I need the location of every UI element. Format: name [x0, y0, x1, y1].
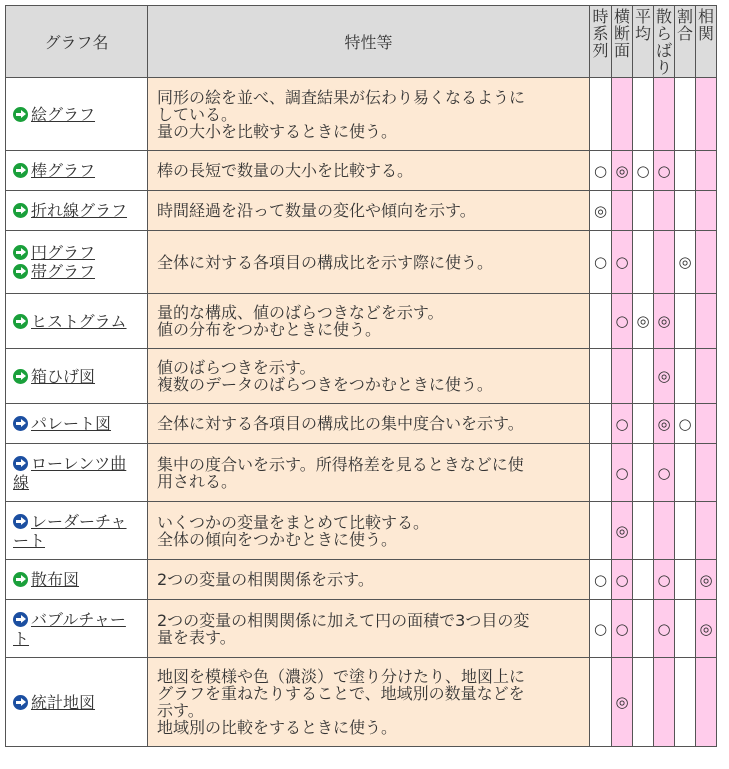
description-line: 量の大小を比較するときに使う。 — [157, 121, 398, 141]
mark-cell-time-series — [590, 502, 612, 560]
arrow-circle-right-icon — [13, 572, 28, 587]
mark-cell-correlation — [696, 191, 717, 231]
graph-link[interactable]: バブルチャー — [31, 609, 126, 629]
graph-name-cell-e-graph — [6, 78, 148, 151]
mark-cell-ratio — [675, 294, 696, 349]
graph-name-cell-pareto — [6, 404, 148, 444]
mark-cell-ratio — [675, 560, 696, 600]
mark-cell-cross-section: ○ — [612, 294, 633, 349]
arrow-circle-right-icon — [13, 203, 28, 218]
graph-name-cell-box-plot — [6, 349, 148, 404]
table-row — [6, 560, 717, 600]
arrow-circle-right-icon — [13, 456, 28, 471]
graph-link[interactable]: ート — [13, 530, 46, 550]
graph-link[interactable]: 絵グラフ — [31, 104, 96, 124]
graph-name-cell-pie-band-graph — [6, 231, 148, 294]
graph-comparison-table — [5, 5, 717, 747]
description-line: 2つの変量の相関関係に加えて円の面積で3つ目の変 — [157, 610, 530, 630]
mark-cell-ratio — [675, 658, 696, 747]
description-line: 地図を模様や色（濃淡）で塗り分けたり、地図上に — [157, 667, 526, 686]
arrow-circle-right-icon — [13, 416, 28, 431]
description-line: 量的な構成、値のばらつきなどを示す。 — [157, 303, 444, 322]
mark-cell-time-series — [590, 349, 612, 404]
mark-cell-dispersion: ◎ — [654, 404, 675, 444]
header-col-correlation: 相関 — [696, 6, 717, 78]
mark-cell-dispersion: ○ — [654, 560, 675, 600]
arrow-circle-right-icon — [13, 264, 28, 279]
header-col-time-series: 時系列 — [590, 6, 612, 78]
mark-cell-cross-section: ◎ — [612, 502, 633, 560]
graph-link[interactable]: ローレンツ曲 — [31, 453, 127, 473]
description-cell — [148, 404, 590, 444]
description-cell — [148, 444, 590, 502]
mark-cell-correlation — [696, 294, 717, 349]
graph-link[interactable]: 棒グラフ — [31, 161, 96, 180]
header-col-average: 平均 — [633, 6, 654, 78]
arrow-circle-right-icon — [13, 314, 28, 329]
graph-link[interactable]: ヒストグラム — [31, 311, 127, 331]
mark-cell-time-series — [590, 658, 612, 747]
graph-link[interactable]: 折れ線グラフ — [31, 201, 128, 220]
mark-cell-ratio — [675, 78, 696, 151]
graph-name-cell-lorenz-curve — [6, 444, 148, 502]
graph-link[interactable]: 散布図 — [31, 570, 80, 589]
mark-cell-ratio: ○ — [675, 404, 696, 444]
graph-link[interactable]: 統計地図 — [31, 692, 96, 712]
mark-cell-dispersion — [654, 231, 675, 294]
description-cell — [148, 560, 590, 600]
description-line: 同形の絵を並べ、調査結果が伝わり易くなるように — [157, 87, 526, 107]
mark-cell-time-series: ○ — [590, 231, 612, 294]
description-line: 値のばらつきを示す。 — [157, 358, 316, 377]
mark-cell-time-series — [590, 444, 612, 502]
mark-cell-average — [633, 78, 654, 151]
mark-cell-average — [633, 231, 654, 294]
table-row — [6, 600, 717, 658]
mark-cell-ratio — [675, 349, 696, 404]
description-line: グラフを重ねたりすることで、地域別の数量などを — [157, 684, 525, 703]
mark-cell-cross-section: ◎ — [612, 658, 633, 747]
mark-cell-correlation: ◎ — [696, 560, 717, 600]
graph-link[interactable]: 円グラフ — [31, 243, 96, 262]
mark-cell-time-series: ○ — [590, 560, 612, 600]
mark-cell-dispersion: ○ — [654, 151, 675, 191]
description-cell — [148, 191, 590, 231]
table-row — [6, 231, 717, 294]
graph-name-cell-radar-chart — [6, 502, 148, 560]
table-row — [6, 78, 717, 151]
graph-name-cell-bubble-chart — [6, 600, 148, 658]
mark-cell-correlation: ◎ — [696, 600, 717, 658]
mark-cell-time-series: ○ — [590, 600, 612, 658]
mark-cell-cross-section: ○ — [612, 404, 633, 444]
mark-cell-correlation — [696, 231, 717, 294]
mark-cell-cross-section: ○ — [612, 560, 633, 600]
description-line: 示す。 — [157, 701, 204, 720]
description-cell — [148, 600, 590, 658]
graph-link[interactable]: 箱ひげ図 — [31, 366, 96, 386]
header-row — [6, 6, 717, 78]
table-row — [6, 151, 717, 191]
arrow-circle-right-icon — [13, 163, 28, 178]
description-line: 全体に対する各項目の構成比を示す際に使う。 — [157, 252, 494, 272]
description-line: 全体に対する各項目の構成比の集中度合いを示す。 — [157, 414, 524, 433]
header-col-dispersion: 散らばり — [654, 6, 675, 78]
graph-link[interactable]: パレート図 — [31, 414, 112, 433]
mark-cell-correlation — [696, 502, 717, 560]
mark-cell-time-series — [590, 404, 612, 444]
mark-cell-correlation — [696, 444, 717, 502]
graph-name-cell-statistical-map — [6, 658, 148, 747]
header-col-ratio: 割合 — [675, 6, 696, 78]
mark-cell-correlation — [696, 151, 717, 191]
description-cell — [148, 231, 590, 294]
mark-cell-average — [633, 349, 654, 404]
description-cell — [148, 349, 590, 404]
arrow-circle-right-icon — [13, 514, 28, 529]
mark-cell-dispersion — [654, 78, 675, 151]
mark-cell-ratio: ◎ — [675, 231, 696, 294]
mark-cell-correlation — [696, 349, 717, 404]
mark-cell-ratio — [675, 191, 696, 231]
mark-cell-ratio — [675, 444, 696, 502]
description-line: 2つの変量の相関関係を示す。 — [157, 570, 374, 589]
mark-cell-cross-section — [612, 78, 633, 151]
description-line: 全体の傾向をつかむときに使う。 — [157, 529, 398, 549]
mark-cell-average: ◎ — [633, 294, 654, 349]
mark-cell-correlation — [696, 404, 717, 444]
table-row — [6, 444, 717, 502]
graph-name-cell-scatter-plot — [6, 560, 148, 600]
table-row — [6, 294, 717, 349]
description-line: 棒の長短で数量の大小を比較する。 — [157, 161, 414, 180]
table-row — [6, 658, 717, 747]
mark-cell-average — [633, 444, 654, 502]
description-line: 地域別の比較をするときに使う。 — [157, 718, 398, 737]
graph-name-cell-histogram — [6, 294, 148, 349]
table-row — [6, 404, 717, 444]
mark-cell-time-series — [590, 78, 612, 151]
mark-cell-cross-section: ◎ — [612, 151, 633, 191]
graph-link[interactable]: 帯グラフ — [31, 262, 96, 281]
mark-cell-average — [633, 502, 654, 560]
mark-cell-correlation — [696, 658, 717, 747]
mark-cell-time-series — [590, 294, 612, 349]
mark-cell-ratio — [675, 502, 696, 560]
description-line: している。 — [157, 104, 238, 124]
table-row — [6, 349, 717, 404]
table-row — [6, 502, 717, 560]
mark-cell-ratio — [675, 151, 696, 191]
graph-name-cell-bar-graph — [6, 151, 148, 191]
header-characteristics: 特性等 — [148, 6, 590, 78]
arrow-circle-right-icon — [13, 612, 28, 627]
graph-link[interactable]: ト — [13, 628, 30, 648]
mark-cell-average — [633, 658, 654, 747]
graph-name-cell-line-graph — [6, 191, 148, 231]
description-cell — [148, 78, 590, 151]
description-line: 集中の度合いを示す。所得格差を見るときなどに使 — [157, 454, 524, 474]
mark-cell-dispersion: ◎ — [654, 294, 675, 349]
arrow-circle-right-icon — [13, 369, 28, 384]
mark-cell-average — [633, 600, 654, 658]
mark-cell-dispersion: ◎ — [654, 349, 675, 404]
description-cell — [148, 294, 590, 349]
description-line: 用される。 — [157, 471, 238, 491]
arrow-circle-right-icon — [13, 107, 28, 122]
mark-cell-cross-section: ○ — [612, 231, 633, 294]
arrow-circle-right-icon — [13, 695, 28, 710]
mark-cell-dispersion — [654, 658, 675, 747]
description-line: いくつかの変量をまとめて比較する。 — [157, 512, 430, 532]
mark-cell-correlation — [696, 78, 717, 151]
mark-cell-time-series: ◎ — [590, 191, 612, 231]
mark-cell-average — [633, 191, 654, 231]
header-graph-name: グラフ名 — [6, 6, 148, 78]
mark-cell-ratio — [675, 600, 696, 658]
description-cell — [148, 502, 590, 560]
header-col-cross-section: 横断面 — [612, 6, 633, 78]
graph-link[interactable]: 線 — [13, 472, 30, 492]
description-line: 時間経過を沿って数量の変化や傾向を示す。 — [157, 201, 476, 220]
mark-cell-dispersion — [654, 502, 675, 560]
mark-cell-average — [633, 404, 654, 444]
mark-cell-average: ○ — [633, 151, 654, 191]
table-row — [6, 191, 717, 231]
mark-cell-cross-section — [612, 349, 633, 404]
description-cell — [148, 658, 590, 747]
mark-cell-average — [633, 560, 654, 600]
mark-cell-dispersion: ○ — [654, 444, 675, 502]
graph-link[interactable]: レーダーチャ — [31, 511, 127, 531]
mark-cell-cross-section — [612, 191, 633, 231]
mark-cell-cross-section: ○ — [612, 600, 633, 658]
description-line: 値の分布をつかむときに使う。 — [157, 320, 382, 339]
mark-cell-time-series: ○ — [590, 151, 612, 191]
description-line: 量を表す。 — [157, 627, 236, 647]
description-cell — [148, 151, 590, 191]
mark-cell-cross-section: ○ — [612, 444, 633, 502]
mark-cell-dispersion: ○ — [654, 600, 675, 658]
description-line: 複数のデータのばらつきをつかむときに使う。 — [157, 375, 493, 394]
mark-cell-dispersion — [654, 191, 675, 231]
arrow-circle-right-icon — [13, 245, 28, 260]
